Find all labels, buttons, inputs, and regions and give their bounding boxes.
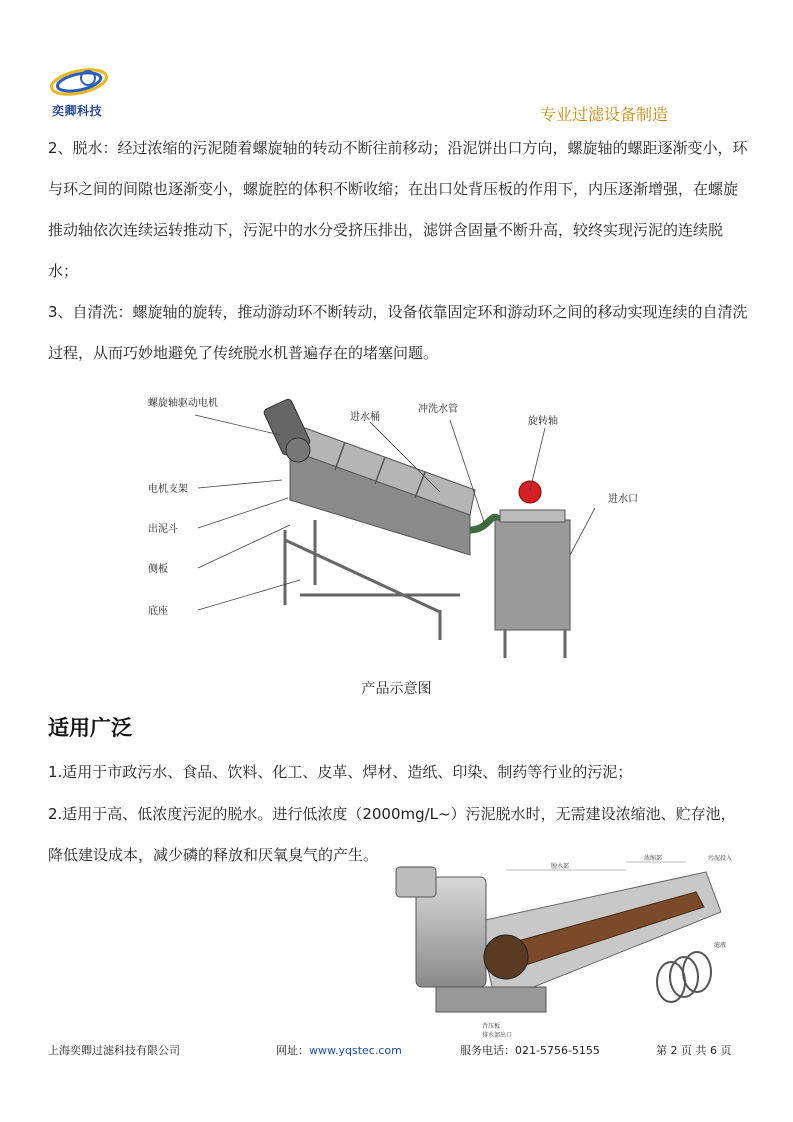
inlet-tank-motor <box>519 481 541 503</box>
inlet-tank-top <box>500 510 565 522</box>
paragraph-dewatering: 2、脱水：经过浓缩的污泥随着螺旋轴的转动不断往前移动；沿泥饼出口方向，螺旋轴的螺距逐渐变小，环与环之间的间隙也逐渐变小，螺旋腔的体积不断收缩；在出口处背压板的作用下，内压逐渐增强，在螺旋推动轴依次连续运转推动下，污泥中的水分受挤压排出，滤饼含固量不断升高，较终实现污泥的连续脱水； <box>48 139 748 280</box>
diagram-caption: 产品示意图 <box>361 681 432 697</box>
footer-company: 上海奕卿过滤科技有限公司 <box>48 1044 180 1057</box>
header-tagline: 专业过滤设备制造 <box>540 105 669 124</box>
frame-base <box>436 987 546 1012</box>
label-inlet-tank: 进水桶 <box>350 412 380 423</box>
logo-orbit-inner <box>56 70 102 95</box>
label-motor: 螺旋轴驱动电机 <box>148 398 218 409</box>
label-sludge-inlet: 污泥投入 <box>708 855 733 862</box>
label-dewatering-zone: 脱水部 <box>551 863 570 870</box>
label-side-plate: 侧板 <box>148 564 168 575</box>
label-thickening-zone: 浓缩部 <box>644 855 663 862</box>
application-item-1: 1.适用于市政污水、食品、饮料、化工、皮革、焊材、造纸、印染、制药等行业的污泥； <box>48 763 633 781</box>
label-flush-pipe: 冲洗水管 <box>418 404 458 415</box>
footer-website-label: 网址： <box>276 1044 309 1057</box>
product-schematic-diagram <box>140 380 640 670</box>
label-motor-stand: 电机支架 <box>148 484 188 495</box>
footer-phone: 服务电话：021-5756-5155 <box>460 1044 600 1057</box>
section-heading-applications: 适用广泛 <box>48 716 132 740</box>
label-sludge-hopper: 出泥斗 <box>148 524 178 535</box>
footer-website <box>276 1042 402 1058</box>
label-water-inlet: 进水口 <box>608 494 638 505</box>
logo-text: 奕卿科技 <box>52 104 103 118</box>
label-back-plate: 背压板 <box>482 1023 501 1030</box>
label-base: 底座 <box>148 606 168 617</box>
inlet-tank-legs <box>505 630 565 658</box>
cutaway-diagram <box>386 852 746 1042</box>
ring-assembly <box>657 952 711 1002</box>
footer-website-link[interactable]: www.yqstec.com <box>309 1044 402 1057</box>
dimension-lines <box>506 862 686 870</box>
drive-sprocket <box>484 935 528 979</box>
motor-cap <box>396 867 436 897</box>
inlet-tank <box>495 520 570 630</box>
paragraph-self-clean: 3、自清洗：螺旋轴的旋转，推动游动环不断转动，设备依靠固定环和游动环之间的移动实现连续的自清洗过程，从而巧妙地避免了传统脱水机普遍存在的堵塞问题。 <box>48 303 748 362</box>
application-item-2: 2.适用于高、低浓度污泥的脱水。进行低浓度（2000mg/L~）污泥脱水时，无需建设浓缩池、贮存池，降低建设成本，减少磷的释放和厌氧臭气的产生。 <box>48 805 736 864</box>
label-discharge: 排水部出口 <box>482 1032 513 1039</box>
footer-page-number: 第 2 页 共 6 页 <box>656 1044 732 1057</box>
label-rotating-shaft: 旋转轴 <box>528 416 558 427</box>
motor-gearbox <box>286 438 310 462</box>
label-filtrate: 滤液 <box>714 942 727 949</box>
